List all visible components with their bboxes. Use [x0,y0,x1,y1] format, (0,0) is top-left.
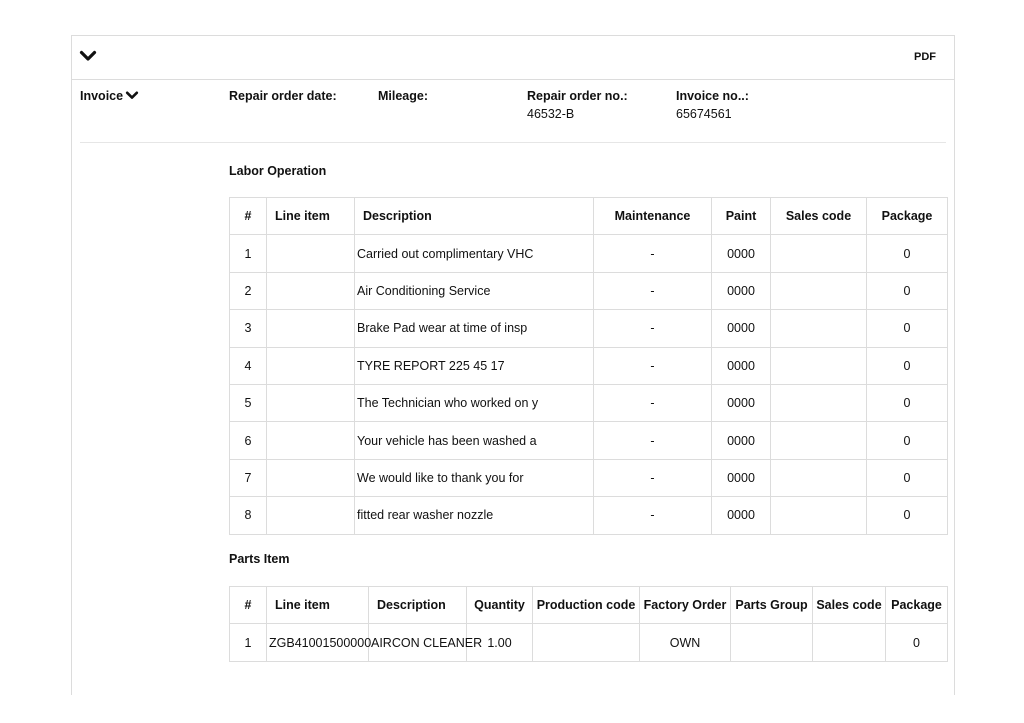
repair-order-no-label: Repair order no.: [527,89,628,103]
invoice-no-value: 65674561 [676,107,732,121]
quantity: 1.00 [467,624,533,661]
maintenance: - [594,272,712,309]
paint: 0000 [712,497,771,534]
description: TYRE REPORT 225 45 17 [355,347,594,384]
package: 0 [867,310,948,347]
parts-header-description: Description [369,587,467,624]
sales-code [771,384,867,421]
description: Brake Pad wear at time of insp [355,310,594,347]
table-row [230,347,948,384]
factory-order: OWN [640,624,731,661]
description: fitted rear washer nozzle [355,497,594,534]
invoice-no [676,89,749,121]
parts-header-line-item: Line item [267,587,369,624]
line-item [267,422,355,459]
table-row [230,272,948,309]
invoice-no-label: Invoice no..: [676,89,749,103]
maintenance: - [594,235,712,272]
package: 0 [867,384,948,421]
sales-code [771,310,867,347]
table-row [230,235,948,272]
labor-header-line-item: Line item [267,198,355,235]
sales-code [771,422,867,459]
table-row [230,422,948,459]
repair-order-no-value: 46532-B [527,107,575,121]
maintenance: - [594,459,712,496]
mileage [378,89,428,107]
labor-operation-table [229,197,948,535]
sales-code [771,497,867,534]
maintenance: - [594,497,712,534]
sales-code [771,347,867,384]
parts-header-quantity: Quantity [467,587,533,624]
package: 0 [886,624,948,661]
parts-header-number: # [230,587,267,624]
sales-code [813,624,886,661]
labor-operation-title: Labor Operation [229,164,327,178]
production-code [533,624,640,661]
labor-header-row [230,198,948,235]
maintenance: - [594,384,712,421]
paint: 0000 [712,347,771,384]
parts-header-package: Package [886,587,948,624]
description: Your vehicle has been washed a [355,422,594,459]
line-item [267,497,355,534]
sales-code [771,459,867,496]
labor-header-number: # [230,198,267,235]
sales-code [771,235,867,272]
repair-order-date-label: Repair order date: [229,89,337,103]
parts-item-title: Parts Item [229,552,290,566]
row-number: 7 [230,459,267,496]
row-number: 4 [230,347,267,384]
line-item [267,272,355,309]
description: The Technician who worked on y [355,384,594,421]
chevron-down-icon[interactable] [80,50,98,66]
line-item [267,459,355,496]
parts-item-table [229,586,948,662]
invoice-panel [71,35,955,695]
labor-header-paint: Paint [712,198,771,235]
parts-group [731,624,813,661]
labor-header-sales-code: Sales code [771,198,867,235]
labor-header-maintenance: Maintenance [594,198,712,235]
maintenance: - [594,347,712,384]
parts-header-factory-order: Factory Order [640,587,731,624]
line-item [267,347,355,384]
row-number: 5 [230,384,267,421]
divider [80,142,946,143]
paint: 0000 [712,422,771,459]
pdf-button[interactable]: PDF [914,51,936,63]
line-item [267,384,355,421]
row-number: 2 [230,272,267,309]
paint: 0000 [712,459,771,496]
mileage-label: Mileage: [378,89,429,103]
paint: 0000 [712,272,771,309]
parts-header-production-code: Production code [533,587,640,624]
row-number: 3 [230,310,267,347]
description: AIRCON CLEANER [369,624,467,661]
panel-header [72,36,954,80]
labor-header-package: Package [867,198,948,235]
row-number: 1 [230,624,267,661]
table-row [230,384,948,421]
labor-header-description: Description [355,198,594,235]
description: Air Conditioning Service [355,272,594,309]
line-item: ZGB41001500000 [267,624,369,661]
package: 0 [867,459,948,496]
package: 0 [867,272,948,309]
package: 0 [867,235,948,272]
maintenance: - [594,310,712,347]
table-row [230,310,948,347]
repair-order-no [527,89,628,121]
line-item [267,310,355,347]
sales-code [771,272,867,309]
maintenance: - [594,422,712,459]
invoice-toggle[interactable] [80,89,138,103]
invoice-toggle-label: Invoice [80,89,124,103]
repair-order-date [229,89,337,107]
parts-header-sales-code: Sales code [813,587,886,624]
row-number: 8 [230,497,267,534]
description: We would like to thank you for [355,459,594,496]
table-row [230,624,948,661]
paint: 0000 [712,310,771,347]
parts-header-parts-group: Parts Group [731,587,813,624]
chevron-down-icon [126,89,138,103]
paint: 0000 [712,384,771,421]
paint: 0000 [712,235,771,272]
line-item [267,235,355,272]
table-row [230,459,948,496]
package: 0 [867,497,948,534]
package: 0 [867,347,948,384]
package: 0 [867,422,948,459]
parts-header-row [230,587,948,624]
table-row [230,497,948,534]
description: Carried out complimentary VHC [355,235,594,272]
row-number: 1 [230,235,267,272]
row-number: 6 [230,422,267,459]
